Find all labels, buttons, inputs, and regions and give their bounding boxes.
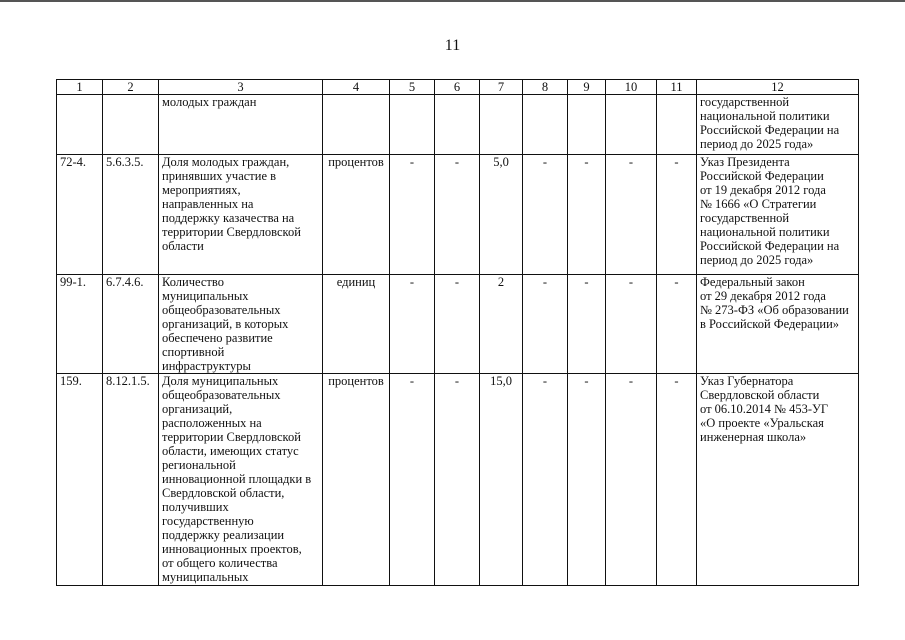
unit-of-measure: процентов bbox=[323, 155, 390, 275]
value-col-6: - bbox=[435, 155, 480, 275]
indicator-name: Доля молодых граждан, принявших участие в мероприятиях, направленных на поддержку казачества на территории Свердловской области bbox=[159, 155, 323, 275]
indicator-code bbox=[103, 95, 159, 155]
legal-basis: Указ Президента Российской Федерации от 19 декабря 2012 года № 1666 «О Стратегии государственной национальной политики Российской Федерации на период до 2025 года» bbox=[697, 155, 859, 275]
value-col-5: - bbox=[390, 275, 435, 374]
column-number-9: 9 bbox=[568, 80, 606, 95]
row-number bbox=[57, 95, 103, 155]
value-col-10 bbox=[606, 95, 657, 155]
table-row bbox=[57, 374, 859, 586]
value-col-7: 15,0 bbox=[480, 374, 523, 586]
unit-of-measure bbox=[323, 95, 390, 155]
indicator-code: 6.7.4.6. bbox=[103, 275, 159, 374]
column-number-10: 10 bbox=[606, 80, 657, 95]
unit-of-measure: единиц bbox=[323, 275, 390, 374]
column-number-6: 6 bbox=[435, 80, 480, 95]
value-col-8: - bbox=[523, 275, 568, 374]
value-col-9 bbox=[568, 95, 606, 155]
value-col-8: - bbox=[523, 155, 568, 275]
value-col-6: - bbox=[435, 275, 480, 374]
column-number-11: 11 bbox=[657, 80, 697, 95]
indicators-table bbox=[56, 79, 859, 586]
indicator-name: Доля муниципальных общеобразовательных организаций, расположенных на территории Свердловской области, имеющих статус региональной инновационной площадки в Свердловской области, получивших государственную поддержку реализации инновационных проектов, от общего количества муниципальных bbox=[159, 374, 323, 586]
indicator-name: Количество муниципальных общеобразовательных организаций, в которых обеспечено развитие спортивной инфраструктуры bbox=[159, 275, 323, 374]
indicator-code: 5.6.3.5. bbox=[103, 155, 159, 275]
indicator-name: молодых граждан bbox=[159, 95, 323, 155]
legal-basis: Указ Губернатора Свердловской области от 06.10.2014 № 453-УГ «О проекте «Уральская инженерная школа» bbox=[697, 374, 859, 586]
table-row bbox=[57, 95, 859, 155]
value-col-7: 2 bbox=[480, 275, 523, 374]
value-col-10: - bbox=[606, 275, 657, 374]
value-col-11: - bbox=[657, 155, 697, 275]
row-number: 99-1. bbox=[57, 275, 103, 374]
indicator-code: 8.12.1.5. bbox=[103, 374, 159, 586]
legal-basis: Федеральный закон от 29 декабря 2012 года № 273-ФЗ «Об образовании в Российской Федерации» bbox=[697, 275, 859, 374]
value-col-8: - bbox=[523, 374, 568, 586]
column-number-8: 8 bbox=[523, 80, 568, 95]
column-number-4: 4 bbox=[323, 80, 390, 95]
column-number-7: 7 bbox=[480, 80, 523, 95]
value-col-11 bbox=[657, 95, 697, 155]
column-number-1: 1 bbox=[57, 80, 103, 95]
value-col-6: - bbox=[435, 374, 480, 586]
table-row bbox=[57, 275, 859, 374]
value-col-10: - bbox=[606, 374, 657, 586]
value-col-5: - bbox=[390, 374, 435, 586]
column-number-5: 5 bbox=[390, 80, 435, 95]
value-col-7 bbox=[480, 95, 523, 155]
column-number-12: 12 bbox=[697, 80, 859, 95]
value-col-11: - bbox=[657, 275, 697, 374]
value-col-9: - bbox=[568, 155, 606, 275]
value-col-11: - bbox=[657, 374, 697, 586]
value-col-7: 5,0 bbox=[480, 155, 523, 275]
row-number: 72-4. bbox=[57, 155, 103, 275]
value-col-9: - bbox=[568, 374, 606, 586]
table-row bbox=[57, 155, 859, 275]
value-col-6 bbox=[435, 95, 480, 155]
value-col-5 bbox=[390, 95, 435, 155]
value-col-8 bbox=[523, 95, 568, 155]
row-number: 159. bbox=[57, 374, 103, 586]
legal-basis: государственной национальной политики Российской Федерации на период до 2025 года» bbox=[697, 95, 859, 155]
page-number: 11 bbox=[444, 37, 461, 54]
value-col-10: - bbox=[606, 155, 657, 275]
column-number-2: 2 bbox=[103, 80, 159, 95]
value-col-5: - bbox=[390, 155, 435, 275]
value-col-9: - bbox=[568, 275, 606, 374]
column-number-3: 3 bbox=[159, 80, 323, 95]
unit-of-measure: процентов bbox=[323, 374, 390, 586]
top-border-line bbox=[0, 0, 905, 2]
column-number-row bbox=[57, 80, 859, 95]
